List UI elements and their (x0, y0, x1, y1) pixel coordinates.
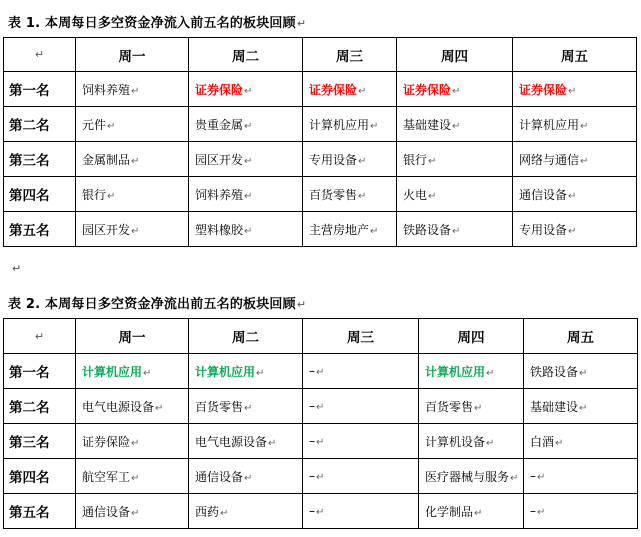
sector-cell (189, 177, 303, 212)
corner-cell: ↵ (4, 319, 76, 354)
sector-name: 贵重金属 (195, 117, 244, 132)
sector-cell (397, 212, 513, 247)
column-header: 周二 (189, 319, 303, 354)
cell-end-mark: ↵ (131, 225, 140, 237)
sector-cell (189, 389, 303, 424)
rank-label: 第一名 (4, 72, 76, 107)
cell-end-mark: ↵ (131, 472, 140, 484)
sector-cell (524, 459, 638, 494)
rank-label: 第二名 (4, 107, 76, 142)
cell-end-mark: ↵ (244, 402, 253, 414)
sector-cell (303, 107, 397, 142)
sector-cell (419, 354, 524, 389)
cell-end-mark: ↵ (268, 437, 277, 449)
cell-end-mark: ↵ (131, 437, 140, 449)
sector-name: 金属制品 (82, 152, 131, 167)
cell-end-mark: ↵ (510, 472, 519, 484)
sector-name: 证券保险 (195, 82, 244, 97)
column-header: 周二 (189, 38, 303, 72)
cell-end-mark: ↵ (486, 367, 495, 379)
sector-name: 百货零售 (195, 399, 244, 414)
cell-end-mark: ↵ (155, 402, 164, 414)
sector-name: 通信设备 (195, 469, 244, 484)
cell-end-mark: ↵ (579, 402, 588, 414)
sector-name: 百货零售 (425, 399, 474, 414)
sector-cell (303, 389, 419, 424)
table-row (4, 389, 638, 424)
cell-end-mark: ↵ (131, 507, 140, 519)
cell-end-mark: ↵ (358, 85, 367, 97)
cell-end-mark: ↵ (358, 155, 367, 167)
sector-cell (76, 354, 189, 389)
cell-end-mark: ↵ (256, 367, 265, 379)
table2-caption (8, 293, 306, 312)
cell-end-mark: ↵ (568, 225, 577, 237)
sector-name: – (309, 434, 315, 448)
sector-cell (524, 354, 638, 389)
rank-label: 第一名 (4, 354, 76, 389)
sector-cell (189, 424, 303, 459)
column-header: 周五 (513, 38, 637, 72)
cell-end-mark: ↵ (370, 120, 379, 132)
sector-name: 园区开发 (195, 152, 244, 167)
sector-name: – (530, 469, 536, 483)
column-header: 周四 (419, 319, 524, 354)
cell-end-mark: ↵ (486, 437, 495, 449)
cell-end-mark: ↵ (107, 190, 116, 202)
sector-cell (303, 424, 419, 459)
sector-name: 电气电源设备 (82, 399, 155, 414)
cell-end-mark: ↵ (316, 507, 325, 518)
sector-cell (524, 389, 638, 424)
sector-name: 铁路设备 (530, 364, 579, 379)
sector-cell (513, 72, 637, 107)
cell-end-mark: ↵ (358, 190, 367, 202)
sector-name: 西药 (195, 504, 220, 519)
sector-name: 证券保险 (82, 434, 131, 449)
sector-name: 饲料养殖 (195, 187, 244, 202)
sector-name: 医疗器械与服务 (425, 469, 510, 484)
sector-name: 基础建设 (403, 117, 452, 132)
sector-cell (513, 212, 637, 247)
sector-cell (76, 72, 189, 107)
cell-end-mark: ↵ (452, 85, 461, 97)
sector-name: – (309, 469, 315, 483)
sector-cell (76, 459, 189, 494)
sector-name: – (309, 364, 315, 378)
table-row (4, 107, 637, 142)
cell-end-mark: ↵ (143, 367, 152, 379)
sector-cell (397, 107, 513, 142)
sector-cell (419, 494, 524, 529)
sector-name: 电气电源设备 (195, 434, 268, 449)
rank-label: 第三名 (4, 424, 76, 459)
sector-name: 通信设备 (82, 504, 131, 519)
table1-caption (8, 12, 306, 31)
cell-end-mark: ↵ (316, 437, 325, 448)
cell-end-mark: ↵ (428, 155, 437, 167)
sector-name: 证券保险 (309, 82, 358, 97)
cell-end-mark: ↵ (452, 225, 461, 237)
cell-end-mark: ↵ (244, 155, 253, 167)
paragraph-mark: ↵ (296, 17, 307, 30)
sector-cell (419, 424, 524, 459)
sector-cell (397, 142, 513, 177)
column-header: 周三 (303, 319, 419, 354)
cell-end-mark: ↵ (579, 367, 588, 379)
corner-cell: ↵ (4, 38, 76, 72)
sector-name: 航空军工 (82, 469, 131, 484)
cell-end-mark: ↵ (428, 190, 437, 202)
sector-cell (397, 177, 513, 212)
sector-name: 计算机设备 (425, 434, 486, 449)
sector-name: 计算机应用 (425, 364, 486, 379)
sector-cell (189, 107, 303, 142)
rank-label: 第四名 (4, 177, 76, 212)
sector-name: 计算机应用 (82, 364, 143, 379)
header-row (4, 319, 638, 354)
cell-end-mark: ↵ (555, 437, 564, 449)
sector-cell (303, 494, 419, 529)
sector-name: 证券保险 (403, 82, 452, 97)
rank-label: 第四名 (4, 459, 76, 494)
sector-name: 通信设备 (519, 187, 568, 202)
sector-name: 百货零售 (309, 187, 358, 202)
sector-name: 专用设备 (309, 152, 358, 167)
cell-end-mark: ↵ (580, 155, 589, 167)
table1-inflow (3, 37, 637, 247)
sector-name: 基础建设 (530, 399, 579, 414)
sector-name: 白酒 (530, 434, 555, 449)
sector-cell (76, 142, 189, 177)
sector-name: – (530, 504, 536, 518)
sector-name: 专用设备 (519, 222, 568, 237)
sector-name: – (309, 504, 315, 518)
cell-end-mark: ↵ (131, 85, 140, 97)
table2-outflow (3, 318, 638, 529)
sector-cell (303, 177, 397, 212)
sector-name: 网络与通信 (519, 152, 580, 167)
sector-cell (303, 72, 397, 107)
cell-end-mark: ↵ (474, 402, 483, 414)
column-header: 周三 (303, 38, 397, 72)
sector-cell (303, 459, 419, 494)
cell-end-mark: ↵ (452, 120, 461, 132)
sector-cell (76, 389, 189, 424)
rank-label: 第二名 (4, 389, 76, 424)
cell-end-mark: ↵ (131, 155, 140, 167)
sector-name: 饲料养殖 (82, 82, 131, 97)
table-row (4, 459, 638, 494)
sector-cell (189, 142, 303, 177)
sector-cell (76, 177, 189, 212)
sector-name: 园区开发 (82, 222, 131, 237)
column-header: 周一 (76, 319, 189, 354)
column-header: 周五 (524, 319, 638, 354)
sector-name: 塑料橡胶 (195, 222, 244, 237)
cell-end-mark: ↵ (244, 225, 253, 237)
paragraph-mark: ↵ (296, 298, 307, 311)
sector-cell (76, 424, 189, 459)
cell-end-mark: ↵ (568, 190, 577, 202)
sector-cell (524, 494, 638, 529)
sector-cell (76, 107, 189, 142)
sector-cell (76, 494, 189, 529)
table-row (4, 354, 638, 389)
sector-cell (524, 424, 638, 459)
sector-cell (76, 212, 189, 247)
rank-label: 第五名 (4, 212, 76, 247)
table1-caption-text: 表 1. 本周每日多空资金净流入前五名的板块回顾 (8, 16, 296, 31)
sector-name: 银行 (403, 152, 428, 167)
sector-cell (303, 142, 397, 177)
table-row (4, 177, 637, 212)
sector-cell (189, 494, 303, 529)
sector-cell (419, 389, 524, 424)
column-header: 周一 (76, 38, 189, 72)
sector-cell (303, 212, 397, 247)
sector-name: 计算机应用 (309, 117, 370, 132)
sector-cell (397, 72, 513, 107)
sector-cell (513, 177, 637, 212)
rank-label: 第三名 (4, 142, 76, 177)
sector-name: 化学制品 (425, 504, 474, 519)
sector-cell (303, 354, 419, 389)
sector-name: 主营房地产 (309, 222, 370, 237)
sector-cell (513, 142, 637, 177)
cell-end-mark: ↵ (316, 402, 325, 413)
sector-name: 元件 (82, 117, 107, 132)
header-row (4, 38, 637, 72)
column-header: 周四 (397, 38, 513, 72)
cell-end-mark: ↵ (474, 507, 483, 519)
cell-end-mark: ↵ (244, 472, 253, 484)
table-row (4, 212, 637, 247)
sector-name: 证券保险 (519, 82, 568, 97)
empty-paragraph-mark: ↵ (12, 262, 22, 275)
cell-end-mark: ↵ (537, 507, 546, 518)
table2-caption-text: 表 2. 本周每日多空资金净流出前五名的板块回顾 (8, 297, 296, 312)
cell-end-mark: ↵ (316, 472, 325, 483)
cell-end-mark: ↵ (244, 120, 253, 132)
sector-cell (419, 459, 524, 494)
cell-end-mark: ↵ (107, 120, 116, 132)
sector-name: – (309, 399, 315, 413)
cell-end-mark: ↵ (316, 367, 325, 378)
sector-cell (189, 354, 303, 389)
table-row (4, 494, 638, 529)
cell-end-mark: ↵ (244, 85, 253, 97)
rank-label: 第五名 (4, 494, 76, 529)
sector-cell (189, 459, 303, 494)
cell-end-mark: ↵ (370, 225, 379, 237)
table-row (4, 142, 637, 177)
sector-name: 银行 (82, 187, 107, 202)
sector-name: 火电 (403, 187, 428, 202)
cell-end-mark: ↵ (580, 120, 589, 132)
cell-end-mark: ↵ (537, 472, 546, 483)
cell-end-mark: ↵ (568, 85, 577, 97)
sector-name: 计算机应用 (519, 117, 580, 132)
table-row (4, 72, 637, 107)
sector-cell (189, 72, 303, 107)
cell-end-mark: ↵ (244, 190, 253, 202)
sector-name: 铁路设备 (403, 222, 452, 237)
cell-end-mark: ↵ (220, 507, 229, 519)
table-row (4, 424, 638, 459)
sector-cell (189, 212, 303, 247)
sector-cell (513, 107, 637, 142)
sector-name: 计算机应用 (195, 364, 256, 379)
